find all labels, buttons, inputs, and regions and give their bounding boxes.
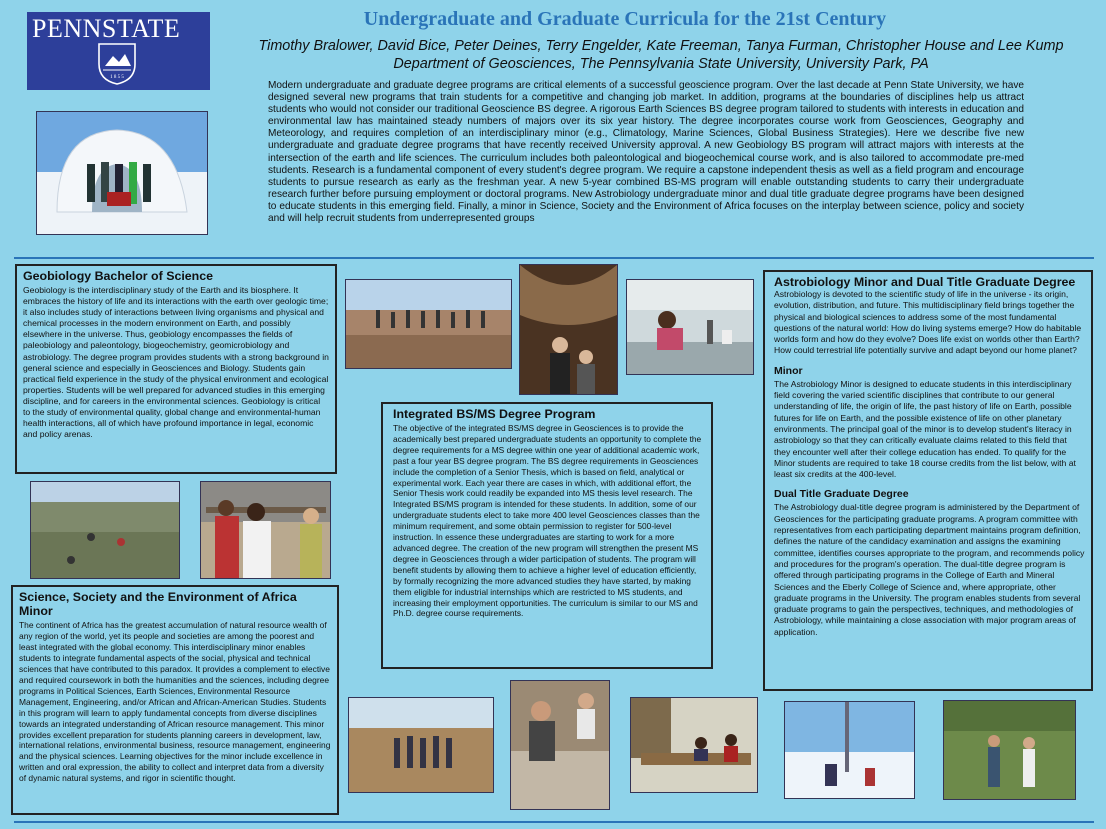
africa-heading: Science, Society and the Environment of Africa Minor — [19, 590, 297, 618]
logo-year: 1 8 5 5 — [110, 75, 124, 80]
astrobiology-section — [763, 270, 1093, 691]
astrobiology-minor-body: The Astrobiology Minor is designed to educate students in this interdisciplinary field covering the varied scientific disciplines that contribute to our general understanding of life, the origin of life, the past history of life on Earth, possible futures for life on Earth, and the possible existence of life on other planetary environments. The principal goal of the minor is to develop student's literacy in astrobiology so that they can critically evaluate claims related to this field that they encounter well after their college education has ended. To qualify for the Minor students are required to take 18 course credits from the list below, with at least six credits at the 400-level. — [774, 378, 1076, 480]
intro-paragraph: Modern undergraduate and graduate degree programs are critical elements of a successful geoscience program. Over the last decade at Penn State University, we have designed several new programs that train students for a competitive and changing job market. In addition, programs at the boundaries of disciplines help us attract students who would not consider our traditional Geoscience BS degree. A rigorous Earth Sciences BS degree program tailored to students with interests in education and environmental law has maintained steady numbers of majors over its six year history. The degree incorporates course work from Geosciences, Geography and Meteorology, and requires completion of an interdisciplinary minor (e.g., Climatology, Marine Sciences, Global Business Strategies). Here we describe five new undergraduate and graduate degree programs that have recently received University approval. A new Geobiology BS program will attract majors with interests at the intersection of the earth and life sciences. The curriculum includes both paleontological and biogeochemical course work, and is also tailored to accommodate pre-med students. Research is a fundamental component of every student's degree program. We require a capstone independent thesis as well as a field program and encourage students to pursue research as early as the freshman year. A new 5-year combined BS-MS program will enable outstanding students to carry their undergraduate research further before pursuing employment or doctoral programs. New Astrobiology undergraduate minor and dual title graduate degree programs have been designed to educate students in this emerging field. Finally, a minor in Science, Society and the Environment of Africa focuses on the interplay between science, policy and society and will help recruit students from underrepresented groups — [268, 80, 1024, 225]
astrobiology-minor-heading: Minor — [774, 364, 803, 377]
bottom-divider — [14, 821, 1094, 823]
africa-section — [11, 585, 339, 815]
authors: Timothy Bralower, David Bice, Peter Deines, Terry Engelder, Kate Freeman, Tanya Furman, Christopher House and Lee Kump — [258, 38, 1064, 54]
top-divider — [14, 257, 1094, 259]
wetland-field-photo — [943, 700, 1076, 800]
geobiology-body: Geobiology is the interdisciplinary study of the Earth and its biosphere. It embraces the history of life and its interactions with the earth over geologic time; it also includes study of interactions between living organisms and physical and chemical processes in the modern environment on Earth, and possibly elsewhere in the universe. Thus, geobiology encompasses the fields of paleobiology and paleontology, biogeochemistry, geomicrobiology and astrobiology. The degree program provides students with a strong background in general science and especially in Geosciences and Biology. Students gain practical field experience in the study of the physical environment and ecological properties. Students will be well prepared for advanced studies in this emerging discipline, and for careers in the environmental sciences. Geobiology is critical to the study of environmental quality, global change and environmental-human health interactions, all of which have profound importance in legal, economic and policy arenas. — [23, 285, 329, 440]
astrobiology-dual-body: The Astrobiology dual-title degree program is administered by the Department of Geosciences for the participating graduate programs. A program committee with representatives from each participating department maintains program definition, defines the nature of the candidacy examination and assigns the examining committee, identifies courses appropriate to the program, and recommends policy and procedures for the program's operation. The dual-title degree program is offered through participating programs in the College of Earth and Mineral Sciences and the Eberly College of Science and, where appropriate, other graduate programs in the University. The program enables students from several graduate programs to gain the perspectives, techniques, and methodologies of Astrobiology, while maintaining a close association with major program areas of application. — [774, 502, 1085, 637]
cave-photo — [519, 264, 618, 395]
pennstate-logo — [27, 12, 210, 90]
astrobiology-body: Astrobiology is devoted to the scientific study of life in the universe - its origin, evolution, distribution, and future. This multidisciplinary field brings together the physical and biological sciences to address some of the most fundamental questions of the natural world: How do living systems emerge? How do habitable worlds form and how do they evolve? Does life exist on worlds other than Earth? How could terrestrial life potentially survive and adapt beyond our home planet? — [774, 289, 1082, 356]
lab-photo-2 — [200, 481, 331, 579]
classroom-photo — [630, 697, 758, 793]
prairie-field-photo — [30, 481, 180, 579]
astrobiology-dual-heading: Dual Title Graduate Degree — [774, 488, 909, 501]
integrated-section — [381, 402, 713, 669]
geobiology-section — [15, 264, 337, 474]
shield-icon — [95, 42, 139, 86]
geobiology-heading: Geobiology Bachelor of Science — [23, 269, 214, 283]
integrated-heading: Integrated BS/MS Degree Program — [393, 407, 596, 421]
lab-photo-1 — [626, 279, 754, 375]
igloo-group-photo — [36, 111, 208, 235]
logo-wordmark: PENNSTATE — [32, 14, 181, 43]
poster-title: Undergraduate and Graduate Curricula for the 21st Century — [363, 8, 887, 30]
ice-drilling-photo — [784, 701, 915, 799]
department: Department of Geosciences, The Pennsylvania State University, University Park, PA — [393, 56, 929, 72]
field-group-photo — [345, 279, 512, 369]
rock-sampling-photo — [510, 680, 610, 810]
integrated-body: The objective of the integrated BS/MS degree in Geosciences is to provide the academically best prepared undergraduate students an opportunity to complete the degree requirements for a MS degree within one year of additional academic work, past a four year BS degree program. The BS degree requirements in Geosciences include the completion of a Senior Thesis, which is based on field, analytical or experimental work. Each year there are cases in which, with additional effort, the Senior Thesis work could readily be expanded into MS thesis level research. The Integrated BS/MS program is intended for these students. In addition, some of our undergraduate students elect to take more 400 level Geosciences classes than the minimum requirement, and some obtain permission to register for 500-level instruction. In essence these undergraduates are starting to work for a more advanced degree. The creation of the new program will strengthen the present MS degree in Geosciences through a wider participation of students. The program will benefit students by allowing them to achieve a higher level of education efficiently, by formally recognizing the more advanced studies they have started, by making them eligible for industrial internships which are restricted to MS students, and increasing their employment opportunities. The curriculum is similar to our MS and Ph.D. degree course requirements. — [393, 423, 702, 619]
rocky-outcrop-group-photo — [348, 697, 494, 793]
astrobiology-heading: Astrobiology Minor and Dual Title Graduate Degree — [774, 275, 1076, 289]
africa-body: The continent of Africa has the greatest accumulation of natural resource wealth of any region of the world, yet its people and societies are among the poorest and least integrated with the global economy. This interdisciplinary minor enables students to integrate fundamental aspects of the social, physical and technical sciences that have contributed to this paradox. It provides a complement to elective and required coursework in both the humanities and the sciences, including degree programs in Political Sciences, Earth Sciences, Environmental Resource Management, Engineering, and/or African and African-American Studies. Students in this program will learn to apply fundamental concepts from diverse disciplines towards an integrated understanding of African resource management. This minor provides excellent preparation for students planning careers in development, law, international relations, environmental business, resource management, engineering and the physical sciences. Learning objectives for the minor include excellence in written and oral expression, the ability to collect and interpret data from a diversity of dynamic natural systems, and rigor in scientific thought. — [19, 620, 331, 784]
